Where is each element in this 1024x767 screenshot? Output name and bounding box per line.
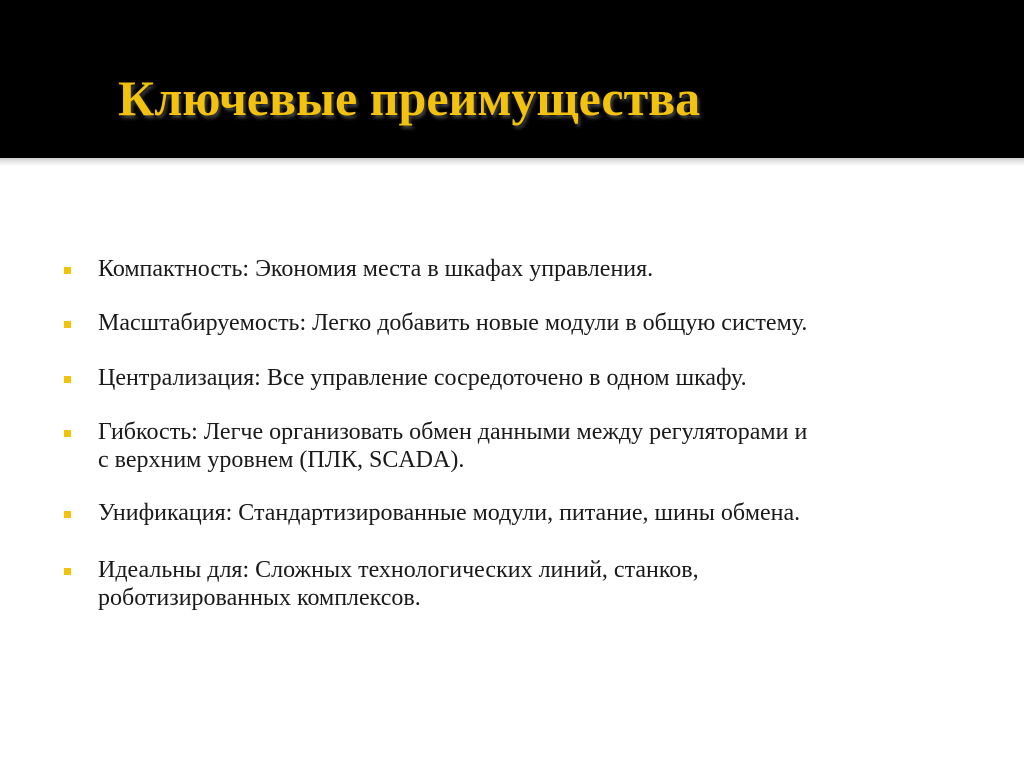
square-bullet-icon bbox=[64, 568, 71, 575]
bullet-text: Централизация: Все управление сосредоточено в одном шкафу. bbox=[98, 365, 747, 391]
bullet-text: Унификация: Стандартизированные модули, питание, шины обмена. bbox=[98, 500, 801, 526]
square-bullet-icon bbox=[64, 430, 71, 437]
bullet-text: Гибкость: Легче организовать обмен данными между регуляторами и с верхним уровнем (ПЛК, SCADA). bbox=[98, 419, 808, 473]
bullet-text: Идеальны для: Сложных технологических линий, станков, роботизированных комплексов. bbox=[98, 557, 699, 611]
square-bullet-icon bbox=[64, 511, 71, 518]
bullet-text: Масштабируемость: Легко добавить новые модули в общую систему. bbox=[98, 310, 808, 336]
square-bullet-icon bbox=[64, 376, 71, 383]
bullet-text: Компактность: Экономия места в шкафах управления. bbox=[98, 256, 654, 282]
square-bullet-icon bbox=[64, 321, 71, 328]
slide-title: Ключевые преимущества bbox=[118, 70, 701, 126]
square-bullet-icon bbox=[64, 267, 71, 274]
